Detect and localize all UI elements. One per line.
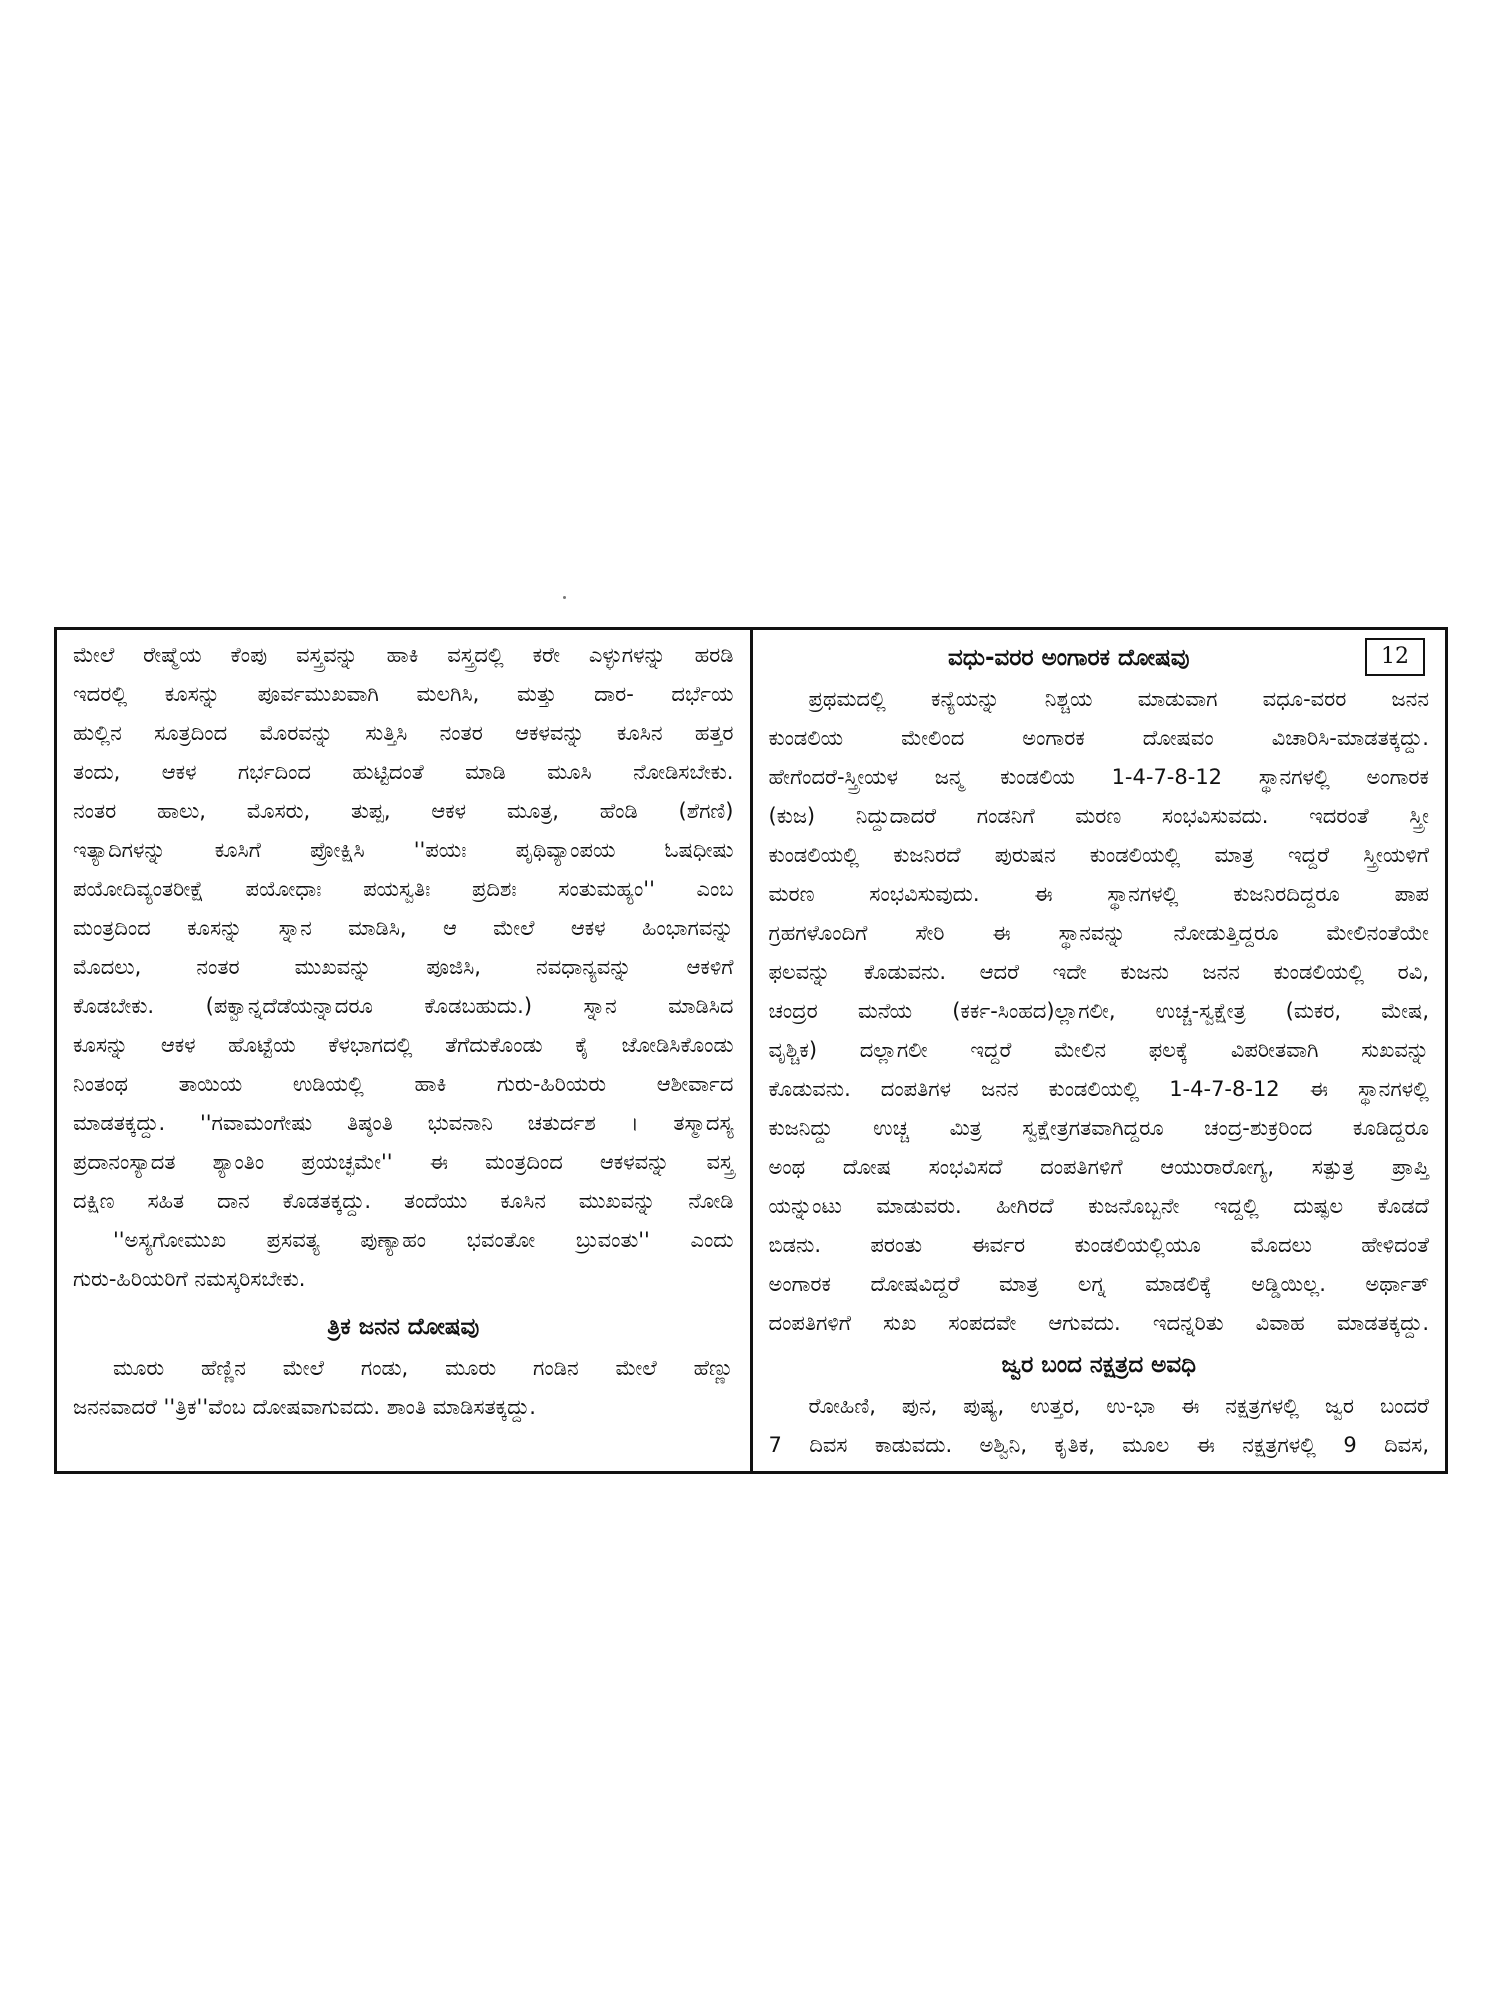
right-column xyxy=(753,630,1446,1471)
stray-mark xyxy=(563,596,566,599)
section-heading-angaraka: ವಧು-ವರರ ಅಂಗಾರಕ ದೋಷವು xyxy=(948,645,1190,671)
text-line: ಕೊಡುವನು. ದಂಪತಿಗಳ ಜನನ ಕುಂಡಲಿಯಲ್ಲಿ 1-4-7-8-12 ಈ ಸ್ಥಾನಗಳಲ್ಲಿ xyxy=(768,1077,1429,1101)
section-heading-jwara: ಜ್ವರ ಬಂದ ನಕ್ಷತ್ರದ ಅವಧಿ xyxy=(1001,1352,1196,1378)
text-line: ಇದರಲ್ಲಿ ಕೂಸನ್ನು ಪೂರ್ವಮುಖವಾಗಿ ಮಲಗಿಸಿ, ಮತ್ತು ದಾರ- ದರ್ಭೆಯ xyxy=(73,682,734,706)
page-number: 12 xyxy=(1365,638,1425,676)
text-line: ನಂತರ ಹಾಲು, ಮೊಸರು, ತುಪ್ಪ, ಆಕಳ ಮೂತ್ರ, ಹೆಂಡಿ (ಶೆಗಣಿ) xyxy=(73,799,734,823)
jwara-paragraph xyxy=(769,1387,1430,1465)
text-line: ಪ್ರದಾನಂಸ್ಯಾದತ ಶ್ಯಾಂತಿಂ ಪ್ರಯಚ್ಛಮೇ'' ಈ ಮಂತ್ರದಿಂದ ಆಕಳವನ್ನು ವಸ್ತ್ರ xyxy=(73,1150,734,1174)
angaraka-paragraph xyxy=(769,680,1430,1343)
text-line: 7 ದಿವಸ ಕಾಡುವದು. ಅಶ್ವಿನಿ, ಕೃತಿಕ, ಮೂಲ ಈ ನಕ್ಷತ್ರಗಳಲ್ಲಿ 9 ದಿವಸ, xyxy=(768,1433,1429,1457)
text-line: ಇತ್ಯಾದಿಗಳನ್ನು ಕೂಸಿಗೆ ಪ್ರೋಕ್ಷಿಸಿ ''ಪಯಃ ಪೃಥಿವ್ಯಾಂಪಯ ಓಷಧೀಷು xyxy=(73,838,734,862)
text-line: ಯನ್ನುಂಟು ಮಾಡುವರು. ಹೀಗಿರದೆ ಕುಜನೊಬ್ಬನೇ ಇದ್ದಲ್ಲಿ ದುಷ್ಫಲ ಕೊಡದೆ xyxy=(768,1194,1429,1218)
section-heading-trika: ತ್ರಿಕ ಜನನ ದೋಷವು xyxy=(327,1314,480,1340)
text-line: ದಂಪತಿಗಳಿಗೆ ಸುಖ ಸಂಪದವೇ ಆಗುವದು. ಇದನ್ನರಿತು ವಿವಾಹ ಮಾಡತಕ್ಕದ್ದು. xyxy=(768,1311,1429,1335)
text-line: ನಿಂತಂಥ ತಾಯಿಯ ಉಡಿಯಲ್ಲಿ ಹಾಕಿ ಗುರು-ಹಿರಿಯರು ಆಶೀರ್ವಾದ xyxy=(73,1072,734,1096)
text-line: ಮೂರು ಹೆಣ್ಣಿನ ಮೇಲೆ ಗಂಡು, ಮೂರು ಗಂಡಿನ ಮೇಲೆ ಹೆಣ್ಣು xyxy=(113,1356,734,1380)
text-line: ಅಂಥ ದೋಷ ಸಂಭವಿಸದೆ ದಂಪತಿಗಳಿಗೆ ಆಯುರಾರೋಗ್ಯ, ಸತ್ಪುತ್ರ ಪ್ರಾಪ್ತಿ xyxy=(768,1155,1429,1179)
text-line: ಕುಂಡಲಿಯ ಮೇಲಿಂದ ಅಂಗಾರಕ ದೋಷವಂ ವಿಚಾರಿಸಿ-ಮಾಡತಕ್ಕದ್ದು. xyxy=(768,726,1429,750)
text-line: (ಕುಜ) ನಿದ್ದುದಾದರೆ ಗಂಡನಿಗೆ ಮರಣ ಸಂಭವಿಸುವದು. ಇದರಂತೆ ಸ್ತ್ರೀ xyxy=(768,804,1429,828)
text-line: ಮರಣ ಸಂಭವಿಸುವುದು. ಈ ಸ್ಥಾನಗಳಲ್ಲಿ ಕುಜನಿರದಿದ್ದರೂ ಪಾಪ xyxy=(768,882,1429,906)
page-spread xyxy=(54,627,1448,1474)
intro-paragraph xyxy=(73,636,734,1299)
text-line: ''ಅಸ್ಯಗೋಮುಖ ಪ್ರಸವತ್ಯ ಪುಣ್ಯಾಹಂ ಭವಂತೋ ಬ್ರುವಂತು'' ಎಂದು xyxy=(113,1228,734,1252)
text-line: ಗುರು-ಹಿರಿಯರಿಗೆ ನಮಸ್ಕರಿಸಬೇಕು. xyxy=(73,1267,306,1291)
text-line: ಕೂಸನ್ನು ಆಕಳ ಹೊಟ್ಟೆಯ ಕೆಳಭಾಗದಲ್ಲಿ ತೆಗೆದುಕೊಂಡು ಕೈ ಜೋಡಿಸಿಕೊಂಡು xyxy=(73,1033,734,1057)
trika-paragraph xyxy=(73,1349,734,1427)
text-line: ಮಾಡತಕ್ಕದ್ದು. ''ಗವಾಮಂಗೇಷು ತಿಷ್ಠಂತಿ ಭುವನಾನಿ ಚತುರ್ದಶ । ತಸ್ಮಾದಸ್ಯ xyxy=(73,1111,734,1135)
text-line: ವೃಶ್ಚಿಕ) ದಲ್ಲಾಗಲೀ ಇದ್ದರೆ ಮೇಲಿನ ಫಲಕ್ಕೆ ವಿಪರೀತವಾಗಿ ಸುಖವನ್ನು xyxy=(768,1038,1429,1062)
text-line: ಕುಜನಿದ್ದು ಉಚ್ಚ ಮಿತ್ರ ಸ್ವಕ್ಷೇತ್ರಗತವಾಗಿದ್ದರೂ ಚಂದ್ರ-ಶುಕ್ರರಿಂದ ಕೂಡಿದ್ದರೂ xyxy=(768,1116,1429,1140)
text-line: ತಂದು, ಆಕಳ ಗರ್ಭದಿಂದ ಹುಟ್ಟಿದಂತೆ ಮಾಡಿ ಮೂಸಿ ನೋಡಿಸಬೇಕು. xyxy=(73,760,734,784)
text-line: ಅಂಗಾರಕ ದೋಷವಿದ್ದರೆ ಮಾತ್ರ ಲಗ್ನ ಮಾಡಲಿಕ್ಕೆ ಅಡ್ಡಿಯಿಲ್ಲ. ಅರ್ಥಾತ್ xyxy=(768,1272,1429,1296)
text-line: ಮಂತ್ರದಿಂದ ಕೂಸನ್ನು ಸ್ನಾನ ಮಾಡಿಸಿ, ಆ ಮೇಲೆ ಆಕಳ ಹಿಂಭಾಗವನ್ನು xyxy=(73,916,734,940)
text-line: ಮೇಲೆ ರೇಷ್ಮೆಯ ಕೆಂಪು ವಸ್ತ್ರವನ್ನು ಹಾಕಿ ವಸ್ತ್ರದಲ್ಲಿ ಕರೇ ಎಳ್ಳುಗಳನ್ನು ಹರಡಿ xyxy=(73,643,734,667)
text-line: ಫಲವನ್ನು ಕೊಡುವನು. ಆದರೆ ಇದೇ ಕುಜನು ಜನನ ಕುಂಡಲಿಯಲ್ಲಿ ರವಿ, xyxy=(768,960,1429,984)
text-line: ಜನನವಾದರೆ ''ತ್ರಿಕ''ವೆಂಬ ದೋಷವಾಗುವದು. ಶಾಂತಿ ಮಾಡಿಸತಕ್ಕದ್ದು. xyxy=(73,1395,536,1419)
text-line: ಬಿಡನು. ಪರಂತು ಈರ್ವರ ಕುಂಡಲಿಯಲ್ಲಿಯೂ ಮೊದಲು ಹೇಳಿದಂತೆ xyxy=(768,1233,1429,1257)
text-line: ದಕ್ಷಿಣ ಸಹಿತ ದಾನ ಕೊಡತಕ್ಕದ್ದು. ತಂದೆಯು ಕೂಸಿನ ಮುಖವನ್ನು ನೋಡಿ xyxy=(73,1189,734,1213)
left-column xyxy=(57,630,753,1471)
text-line: ಕುಂಡಲಿಯಲ್ಲಿ ಕುಜನಿರದೆ ಪುರುಷನ ಕುಂಡಲಿಯಲ್ಲಿ ಮಾತ್ರ ಇದ್ದರೆ ಸ್ತ್ರೀಯಳಿಗೆ xyxy=(768,843,1429,867)
text-line: ಪ್ರಥಮದಲ್ಲಿ ಕನ್ಯೆಯನ್ನು ನಿಶ್ಚಯ ಮಾಡುವಾಗ ವಧೂ-ವರರ ಜನನ xyxy=(808,687,1429,711)
text-line: ರೋಹಿಣಿ, ಪುನ, ಪುಷ್ಯ, ಉತ್ತರ, ಉ-ಭಾ ಈ ನಕ್ಷತ್ರಗಳಲ್ಲಿ ಜ್ವರ ಬಂದರೆ xyxy=(808,1394,1429,1418)
text-line: ಕೊಡಬೇಕು. (ಪಕ್ವಾನ್ನದೆಡೆಯನ್ನಾದರೂ ಕೊಡಬಹುದು.) ಸ್ನಾನ ಮಾಡಿಸಿದ xyxy=(73,994,734,1018)
text-line: ಗ್ರಹಗಳೊಂದಿಗೆ ಸೇರಿ ಈ ಸ್ಥಾನವನ್ನು ನೋಡುತ್ತಿದ್ದರೂ ಮೇಲಿನಂತೆಯೇ xyxy=(768,921,1429,945)
text-line: ಹುಲ್ಲಿನ ಸೂತ್ರದಿಂದ ಮೊರವನ್ನು ಸುತ್ತಿಸಿ ನಂತರ ಆಕಳವನ್ನು ಕೂಸಿನ ಹತ್ತರ xyxy=(73,721,734,745)
text-line: ಪಯೋದಿವ್ಯಂತರೀಕ್ಷೆ ಪಯೋಧಾಃ ಪಯಸ್ವತಿಃ ಪ್ರದಿಶಃ ಸಂತುಮಹ್ಯಂ'' ಎಂಬ xyxy=(73,877,734,901)
text-line: ಚಂದ್ರರ ಮನೆಯ (ಕರ್ಕ-ಸಿಂಹದ)ಲ್ಲಾಗಲೀ, ಉಚ್ಚ-ಸ್ವಕ್ಷೇತ್ರ (ಮಕರ, ಮೇಷ, xyxy=(768,999,1429,1023)
text-line: ಹೇಗೆಂದರೆ-ಸ್ತ್ರೀಯಳ ಜನ್ಮ ಕುಂಡಲಿಯ 1-4-7-8-12 ಸ್ಥಾನಗಳಲ್ಲಿ ಅಂಗಾರಕ xyxy=(768,765,1429,789)
text-line: ಮೊದಲು, ನಂತರ ಮುಖವನ್ನು ಪೂಜಿಸಿ, ನವಧಾನ್ಯವನ್ನು ಆಕಳಿಗೆ xyxy=(73,955,734,979)
